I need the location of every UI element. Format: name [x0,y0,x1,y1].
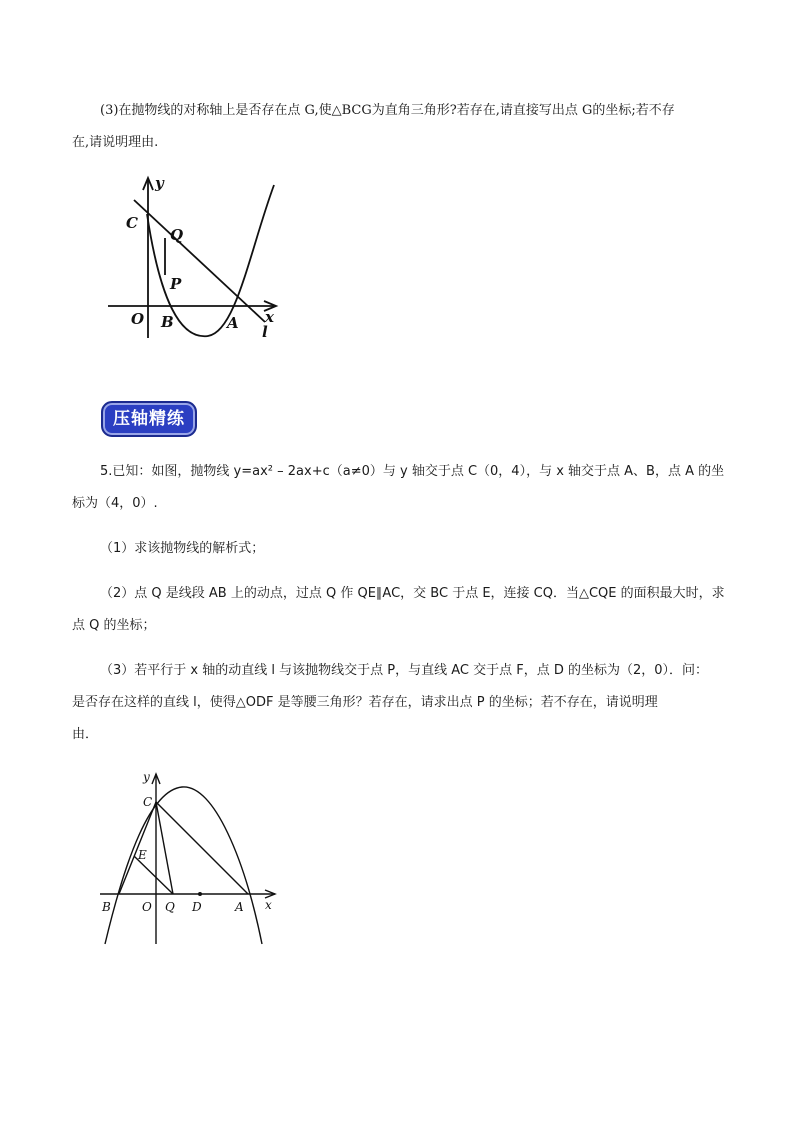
fig2-label-Q: Q [165,900,175,914]
fig2-label-O: O [142,900,152,914]
fig1-label-O: O [131,310,145,328]
fig1-label-l: l [262,323,268,341]
part3-line-1: (3)在抛物线的对称轴上是否存在点 G,使△BCG为直角三角形?若存在,请直接写出点 G的坐标;若不存 [100,103,675,118]
problem5-question-3-line-2: 是否存在这样的直线 l，使得△ODF 是等腰三角形？若存在，请求出点 P 的坐标；若不存在，请说明理 [72,695,658,710]
problem5-question-2-line-1: （2）点 Q 是线段 AB 上的动点，过点 Q 作 QE∥AC，交 BC 于点 E，连接 CQ．当△CQE 的面积最大时，求 [100,586,725,601]
fig2-label-x: x [265,898,272,912]
fig2-label-A: A [235,900,244,914]
problem5-line-2: 标为（4，0）. [72,496,158,511]
problem5-question-3-line-3: 由． [72,727,99,742]
fig1-label-x: x [265,308,274,326]
problem5-question-1: （1）求该抛物线的解析式； [100,541,265,556]
part3-line-2: 在,请说明理由. [72,135,159,150]
problem5-question-3-line-1: （3）若平行于 x 轴的动直线 l 与该抛物线交于点 P，与直线 AC 交于点 F，点 D 的坐标为（2，0）．问： [100,663,709,678]
problem5-line-1: 5.已知：如图，抛物线 y=ax² – 2ax+c（a≠0）与 y 轴交于点 C（0，4），与 x 轴交于点 A、B，点 A 的坐 [100,464,725,479]
fig1-label-C: C [126,214,138,232]
fig2-point-D [198,892,202,896]
fig1-label-y: y [155,174,164,192]
fig1-label-P: P [170,275,182,293]
fig2-label-D: D [192,900,202,914]
fig2-parabola [105,787,262,944]
fig1-label-A: A [227,314,239,332]
problem5-question-2-line-2: 点 Q 的坐标； [72,618,156,633]
section-badge: 压轴精练 [101,401,197,437]
fig2-label-E: E [138,848,147,862]
fig2-label-C: C [143,795,153,809]
fig1-label-Q: Q [170,226,184,244]
fig1-label-B: B [161,313,174,331]
fig2-label-y: y [143,770,150,784]
fig2-label-B: B [102,900,111,914]
